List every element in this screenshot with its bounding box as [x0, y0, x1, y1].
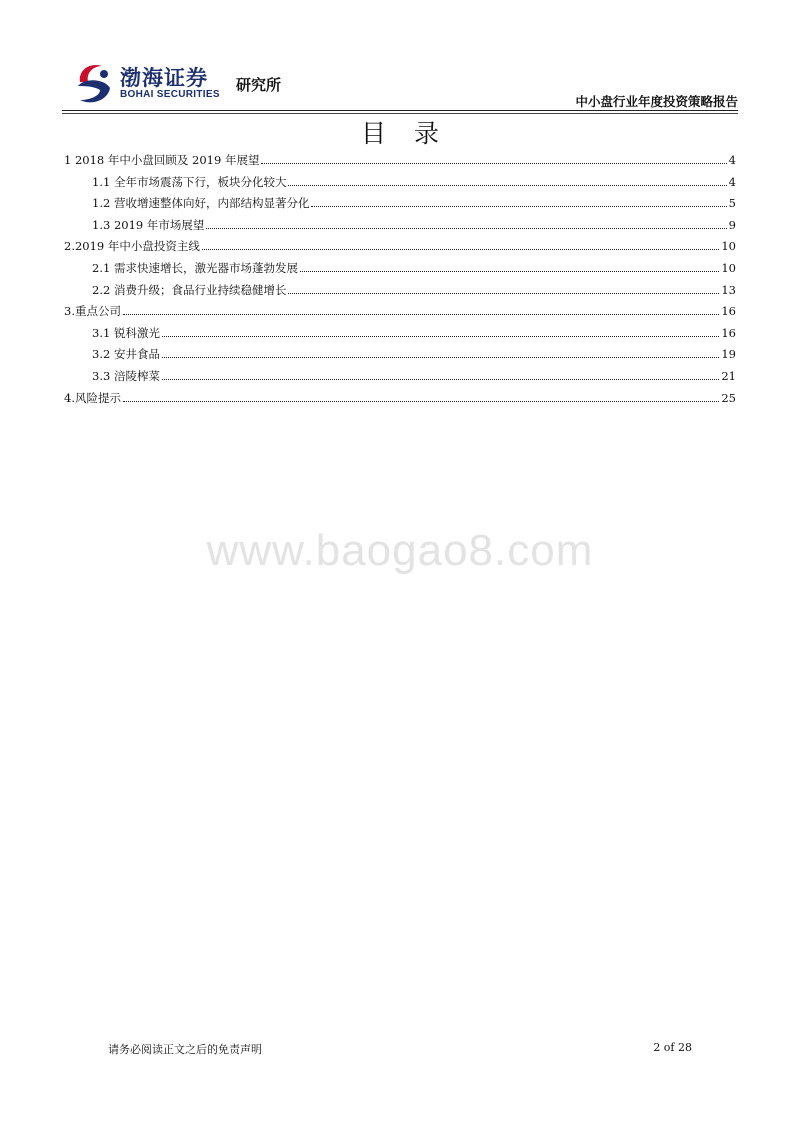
toc-entry[interactable]	[64, 152, 736, 174]
logo-english-name: BOHAI SECURITIES	[120, 89, 220, 100]
toc-entry-label: 2.2 消费升级；食品行业持续稳健增长	[92, 282, 287, 297]
toc-leader-dots	[206, 228, 726, 229]
header-rule-thick	[62, 110, 738, 111]
toc-entry-page: 16	[721, 325, 736, 340]
toc-leader-dots	[288, 185, 726, 186]
toc-entry[interactable]	[64, 195, 736, 217]
toc-entry[interactable]	[64, 325, 736, 347]
toc-entry[interactable]	[64, 368, 736, 390]
toc-entry[interactable]	[64, 346, 736, 368]
logo-institute: 研究所	[236, 76, 282, 94]
toc-entry-page: 25	[721, 390, 736, 405]
toc-entry[interactable]	[64, 282, 736, 304]
bohai-logo	[74, 60, 294, 108]
toc-entry-label: 3.1 锐科激光	[92, 325, 160, 340]
toc-leader-dots	[288, 293, 719, 294]
toc-entry-page: 4	[728, 174, 736, 189]
toc-entry-label: 2.1 需求快速增长，激光器市场蓬勃发展	[92, 260, 298, 275]
toc-entry[interactable]	[64, 174, 736, 196]
toc-entry-page: 10	[721, 239, 736, 254]
toc-leader-dots	[123, 401, 719, 402]
toc-leader-dots	[162, 336, 719, 337]
toc-entry[interactable]	[64, 303, 736, 325]
toc-entry-page: 21	[721, 368, 736, 383]
toc-leader-dots	[202, 249, 719, 250]
toc-leader-dots	[300, 271, 719, 272]
bohai-logo-icon	[74, 60, 114, 106]
toc-leader-dots	[123, 314, 719, 315]
toc-entry-page: 16	[721, 304, 736, 319]
toc-entry-page: 10	[721, 260, 736, 275]
toc-entry-page: 19	[721, 347, 736, 362]
page-header	[62, 58, 738, 110]
footer-page-number: 2 of 28	[653, 1041, 692, 1054]
toc-entry-page: 13	[721, 282, 736, 297]
footer-disclaimer: 请务必阅读正文之后的免责声明	[108, 1043, 262, 1056]
toc-leader-dots	[162, 379, 719, 380]
toc-entry-label: 3.3 涪陵榨菜	[92, 368, 160, 383]
toc-entry-page: 9	[728, 217, 736, 232]
toc-heading: 目录	[360, 119, 467, 148]
toc-entry[interactable]	[64, 390, 736, 412]
toc-entry-label: 1.3 2019 年市场展望	[92, 217, 205, 232]
report-title: 中小盘行业年度投资策略报告	[575, 94, 738, 109]
watermark: www.baogao8.com	[206, 526, 594, 575]
toc-entry-label: 1 2018 年中小盘回顾及 2019 年展望	[64, 153, 260, 167]
toc-leader-dots	[162, 357, 719, 358]
table-of-contents	[64, 152, 736, 411]
toc-entry-label: 4.风险提示	[64, 390, 121, 405]
toc-entry-label: 1.1 全年市场震荡下行，板块分化较大	[92, 174, 287, 189]
toc-entry[interactable]	[64, 238, 736, 260]
toc-entry[interactable]	[64, 260, 736, 282]
toc-entry-page: 5	[728, 196, 736, 211]
toc-entry-label: 3.2 安井食品	[92, 347, 160, 362]
toc-leader-dots	[311, 206, 726, 207]
toc-entry-page: 4	[728, 153, 736, 167]
toc-leader-dots	[261, 163, 726, 164]
toc-entry-label: 1.2 营收增速整体向好，内部结构显著分化	[92, 196, 310, 211]
toc-entry[interactable]	[64, 217, 736, 239]
logo-chinese-name: 渤海证券	[120, 66, 208, 90]
toc-entry-label: 3.重点公司	[64, 304, 121, 319]
toc-entry-label: 2.2019 年中小盘投资主线	[64, 239, 200, 254]
